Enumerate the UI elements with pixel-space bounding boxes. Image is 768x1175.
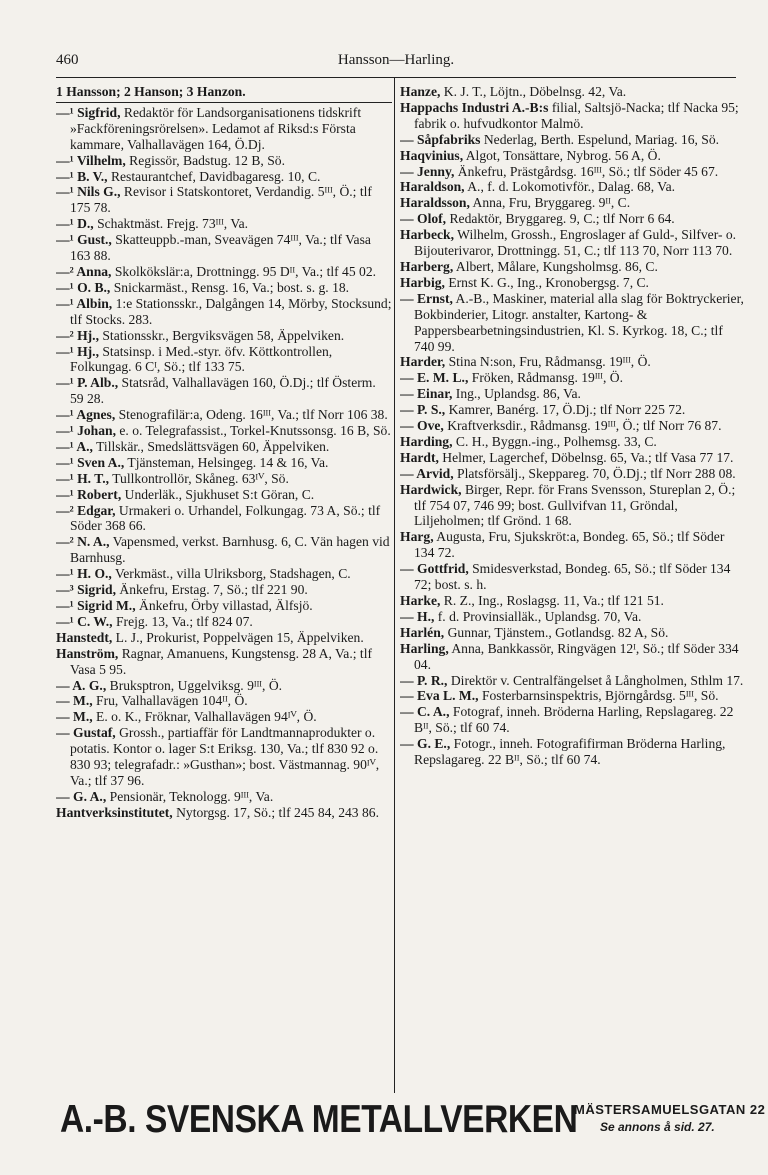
- directory-entry: [400, 259, 744, 275]
- directory-entry: [56, 487, 392, 503]
- entry-heading: — Einar,: [400, 386, 453, 402]
- directory-entry: [56, 375, 392, 407]
- directory-entry: [400, 704, 744, 736]
- ad-brand: A.-B. SVENSKA METALLVERKEN: [60, 1098, 578, 1141]
- entry-text: Helmer, Lagerchef, Döbelnsg. 65, Va.; tlf Vasa 77 17.: [438, 449, 734, 465]
- entry-heading: Harg,: [400, 529, 434, 545]
- directory-entry: [56, 232, 392, 264]
- entry-text: Frejg. 13, Va.; tlf 824 07.: [112, 613, 253, 629]
- entry-heading: Harke,: [400, 593, 441, 608]
- entry-heading: Harder,: [400, 354, 446, 370]
- directory-entry: [56, 614, 392, 630]
- entry-text: Fru, Valhallavägen 104ᴵᴵ, Ö.: [92, 693, 248, 709]
- entry-text: Änkefru, Erstag. 7, Sö.; tlf 221 90.: [115, 582, 308, 598]
- directory-entry: [400, 482, 744, 530]
- entry-heading: Hanström,: [56, 645, 119, 661]
- header-divider: [56, 77, 736, 78]
- directory-entry: [56, 439, 392, 455]
- entry-heading: —² Edgar,: [56, 502, 116, 518]
- entry-heading: — P. S.,: [400, 402, 446, 418]
- directory-entry: [56, 105, 392, 153]
- advertisement-banner: [60, 1098, 766, 1146]
- directory-entry: [400, 736, 744, 768]
- entry-heading: — Gustaf,: [56, 725, 116, 741]
- entry-text: Pensionär, Teknologg. 9ᴵᴵᴵ, Va.: [106, 788, 274, 804]
- entry-heading: — G. A.,: [56, 788, 107, 804]
- entry-heading: —¹ D.,: [56, 216, 94, 232]
- directory-entry: [56, 630, 392, 646]
- entry-heading: —¹ A.,: [56, 438, 93, 454]
- directory-entry: [400, 418, 744, 434]
- entry-text: Snickarmäst., Rensg. 16, Va.; bost. s. g. 18.: [110, 279, 350, 295]
- directory-entry: [400, 275, 744, 291]
- entry-heading: — Olof,: [400, 211, 447, 227]
- entry-text: Fröken, Rådmansg. 19ᴵᴵᴵ, Ö.: [468, 370, 624, 386]
- directory-entry: [400, 450, 744, 466]
- directory-entry: [56, 678, 392, 694]
- entry-text: Redaktör, Bryggareg. 9, C.; tlf Norr 6 64.: [446, 211, 675, 227]
- entry-text: L. J., Prokurist, Poppelvägen 15, Äppelviken.: [112, 629, 364, 645]
- ad-note: Se annons å sid. 27.: [600, 1120, 715, 1134]
- entry-text: Tillskär., Smedslättsvägen 60, Äppelviken.: [92, 438, 330, 454]
- entry-text: A., f. d. Lokomotivför., Dalag. 68, Va.: [464, 179, 676, 195]
- directory-entry: [400, 84, 744, 100]
- directory-entry: [56, 184, 392, 216]
- entry-text: Stina N:son, Fru, Rådmansg. 19ᴵᴵᴵ, Ö.: [445, 354, 651, 370]
- entry-text: Augusta, Fru, Sjukskröt:a, Bondeg. 65, Sö.; tlf Söder 134 72.: [414, 529, 725, 561]
- directory-entry: [400, 179, 744, 195]
- entry-heading: — P. R.,: [400, 672, 448, 688]
- entry-text: Skolkökslär:a, Drottningg. 95 Dᴵᴵ, Va.; tlf 45 02.: [111, 263, 377, 279]
- entry-heading: Hardwick,: [400, 481, 462, 497]
- entry-text: Verkmäst., villa Ulriksborg, Stadshagen, C.: [111, 566, 351, 582]
- entry-heading: Haraldson,: [400, 179, 465, 195]
- entry-heading: — M.,: [56, 709, 93, 725]
- entry-text: Underläk., Sjukhuset S:t Göran, C.: [121, 486, 315, 502]
- entry-heading: —¹ Agnes,: [56, 407, 116, 423]
- entry-heading: Harberg,: [400, 258, 454, 274]
- directory-entry: [56, 582, 392, 598]
- directory-entry: [400, 164, 744, 180]
- directory-entry: [400, 211, 744, 227]
- entry-heading: —² N. A.,: [56, 534, 110, 550]
- directory-entry: [56, 264, 392, 280]
- entry-text: Änkefru, Prästgårdsg. 16ᴵᴵᴵ, Sö.; tlf Söder 45 67.: [454, 163, 719, 179]
- directory-entry: [400, 386, 744, 402]
- entry-heading: Hanze,: [400, 84, 441, 99]
- entry-heading: — Gottfrid,: [400, 561, 469, 577]
- directory-entry: [56, 84, 392, 103]
- directory-entry: [400, 688, 744, 704]
- directory-entry: [56, 709, 392, 725]
- entry-text: Vapensmed, verkst. Barnhusg. 6, C. Vän hagen vid Barnhusg.: [70, 534, 390, 566]
- entry-text: Stationsskr., Bergviksvägen 58, Äppelviken.: [98, 327, 345, 343]
- right-column: [400, 84, 744, 1084]
- directory-entry: [56, 407, 392, 423]
- entry-text: Regissör, Badstug. 12 B, Sö.: [125, 152, 285, 168]
- entry-heading: —¹ Johan,: [56, 423, 116, 439]
- entry-text: Grossh., partiaffär för Landtmannaprodukter o. potatis. Kontor o. lager S:t Eriksg. 130, Va.; tlf 830 92 o. 830 93; telegrafadr.: »Gusthan»; bost. Västmannag. 90ᴵⱽ, Va.; tlf 37 96.: [70, 725, 380, 788]
- entry-text: Nederlag, Berth. Espelund, Mariag. 16, Sö.: [480, 131, 720, 147]
- entry-text: Fotogr., inneh. Fotografifirman Bröderna Harling, Repslagareg. 22 Bᴵᴵ, Sö.; tlf 60 74.: [414, 736, 726, 768]
- directory-entry: [56, 646, 392, 678]
- entry-heading: — G. E.,: [400, 736, 451, 752]
- entry-heading: — Såpfabriks: [400, 131, 481, 147]
- left-column: [56, 84, 392, 1084]
- entry-heading: —¹ H. T.,: [56, 470, 110, 486]
- entry-heading: Harlén,: [400, 624, 445, 640]
- entry-heading: —¹ Albin,: [56, 295, 113, 311]
- entry-text: A.-B., Maskiner, material alla slag för Boktryckerier, Bokbinderier, Litogr. anstalter, Kartong- & Pappersbearbetningsindustrien, Kl. S. Kyrkog. 18, C.; tlf 740 99.: [414, 290, 744, 354]
- entry-text: K. J. T., Löjtn., Döbelnsg. 42, Va.: [440, 84, 627, 99]
- entry-heading: 1 Hansson; 2 Hanson; 3 Hanzon.: [56, 84, 246, 99]
- entry-text: Wilhelm, Grossh., Engroslager af Guld-, Silfver- o. Bijouterivaror, Drottningg. 51, C.; tlf 113 70, Norr 113 70.: [414, 227, 737, 259]
- entry-heading: Haqvinius,: [400, 147, 464, 163]
- entry-text: f. d. Provinsialläk., Uplandsg. 70, Va.: [434, 608, 642, 624]
- directory-entry: [56, 789, 392, 805]
- entry-heading: —¹ C. W.,: [56, 613, 113, 629]
- page-header: [56, 52, 736, 74]
- entry-heading: — M.,: [56, 693, 93, 709]
- directory-entry: [56, 216, 392, 232]
- ad-address: MÄSTERSAMUELSGATAN 22: [574, 1102, 766, 1117]
- entry-text: Fosterbarnsinspektris, Björngårdsg. 5ᴵᴵᴵ, Sö.: [478, 688, 719, 704]
- entry-heading: Harling,: [400, 640, 449, 656]
- entry-text: Skatteuppb.-man, Sveavägen 74ᴵᴵᴵ, Va.; tlf Vasa 163 88.: [70, 232, 371, 264]
- entry-heading: Hanstedt,: [56, 629, 113, 645]
- directory-entry: [400, 370, 744, 386]
- entry-text: C. H., Byggn.-ing., Polhemsg. 33, C.: [452, 433, 657, 449]
- entry-heading: —¹ Nils G.,: [56, 184, 121, 200]
- entry-heading: —¹ P. Alb.,: [56, 375, 119, 391]
- entry-heading: —² Hj.,: [56, 327, 99, 343]
- entry-heading: —¹ Vilhelm,: [56, 152, 126, 168]
- entry-text: Tullkontrollör, Skåneg. 63ᴵⱽ, Sö.: [109, 470, 289, 486]
- entry-heading: —¹ Sven A.,: [56, 454, 125, 470]
- entry-heading: — H.,: [400, 608, 435, 624]
- entry-text: Ragnar, Amanuens, Kungstensg. 28 A, Va.; tlf Vasa 5 95.: [70, 645, 372, 677]
- entry-text: Redaktör för Landsorganisationens tidskrift »Fackföreningsrörelsen». Ledamot af Riksd:s Första kammare, Valhallavägen 164, Ö.Dj.: [70, 104, 362, 152]
- directory-entry: [400, 434, 744, 450]
- entry-text: Anna, Fru, Bryggareg. 9ᴵᴵ, C.: [469, 195, 631, 211]
- entry-heading: Harbig,: [400, 274, 445, 290]
- entry-heading: Hantverksinstitutet,: [56, 804, 173, 820]
- entry-text: Schaktmäst. Frejg. 73ᴵᴵᴵ, Va.: [93, 216, 249, 232]
- directory-entry: [400, 291, 744, 355]
- entry-text: Algot, Tonsättare, Nybrog. 56 A, Ö.: [463, 147, 661, 163]
- directory-entry: [400, 609, 744, 625]
- entry-text: 1:e Stationsskr., Dalgången 14, Mörby, Stocksund; tlf Stocks. 283.: [70, 295, 392, 327]
- entry-text: Revisor i Statskontoret, Verdandig. 5ᴵᴵᴵ, Ö.; tlf 175 78.: [70, 184, 372, 216]
- column-divider: [394, 78, 395, 1093]
- directory-entry: [400, 354, 744, 370]
- directory-entry: [400, 529, 744, 561]
- entry-text: filial, Saltsjö-Nacka; tlf Nacka 95; fabrik o. hufvudkontor Malmö.: [414, 99, 739, 131]
- directory-entry: [56, 344, 392, 376]
- directory-entry: [56, 296, 392, 328]
- entry-text: Statsinsp. i Med.-styr. öfv. Köttkontrollen, Folkungag. 6 Cᴵ, Sö.; tlf 133 75.: [70, 343, 333, 375]
- directory-entry: [56, 455, 392, 471]
- entry-text: Kamrer, Banérg. 17, Ö.Dj.; tlf Norr 225 72.: [445, 402, 686, 418]
- directory-entry: [56, 566, 392, 582]
- entry-text: Restaurantchef, Davidbagaresg. 10, C.: [107, 168, 321, 184]
- entry-heading: Happachs Industri A.-B:s: [400, 99, 549, 115]
- entry-heading: — Eva L. M.,: [400, 688, 479, 704]
- entry-heading: —¹ Sigfrid,: [56, 104, 121, 120]
- entry-text: Urmakeri o. Urhandel, Folkungag. 73 A, Sö.; tlf Söder 368 66.: [70, 502, 381, 534]
- entry-heading: Hardt,: [400, 449, 439, 465]
- entry-heading: — E. M. L.,: [400, 370, 469, 386]
- entry-text: Tjänsteman, Helsingeg. 14 & 16, Va.: [124, 454, 329, 470]
- directory-entry: [56, 534, 392, 566]
- entry-heading: —¹ Gust.,: [56, 232, 112, 248]
- entry-text: Gunnar, Tjänstem., Gotlandsg. 82 A, Sö.: [444, 624, 669, 640]
- entry-heading: — Ove,: [400, 418, 444, 434]
- entry-heading: Haraldsson,: [400, 195, 470, 211]
- entry-heading: —¹ B. V.,: [56, 168, 108, 184]
- entry-heading: —³ Sigrid,: [56, 582, 116, 598]
- entry-text: Birger, Repr. för Frans Svensson, Stureplan 2, Ö.; tlf 754 07, 746 99; bost. Gullvifvan 11, Gröndal, Liljeholmen; tlf Grönd. 1 68.: [414, 481, 736, 529]
- directory-entry: [400, 593, 744, 609]
- entry-heading: — Arvid,: [400, 465, 454, 481]
- directory-entry: [400, 227, 744, 259]
- entry-heading: — Jenny,: [400, 163, 455, 179]
- running-head: Hansson—Harling.: [337, 52, 455, 68]
- directory-entry: [56, 725, 392, 789]
- entry-text: Ernst K. G., Ing., Kronobergsg. 7, C.: [444, 274, 649, 290]
- entry-text: Statsråd, Valhallavägen 160, Ö.Dj.; tlf Österm. 59 28.: [70, 375, 376, 407]
- directory-entry: [56, 153, 392, 169]
- directory-entry: [56, 423, 392, 439]
- entry-text: Stenografilär:a, Odeng. 16ᴵᴵᴵ, Va.; tlf Norr 106 38.: [115, 407, 388, 423]
- entry-heading: — A. G.,: [56, 677, 107, 693]
- directory-entry: [400, 625, 744, 641]
- directory-entry: [400, 148, 744, 164]
- directory-entry: [56, 280, 392, 296]
- entry-text: Platsförsälj., Skeppareg. 70, Ö.Dj.; tlf Norr 288 08.: [453, 465, 736, 481]
- directory-entry: [400, 402, 744, 418]
- entry-text: Änkefru, Örby villastad, Älfsjö.: [135, 598, 313, 613]
- directory-entry: [56, 693, 392, 709]
- directory-entry: [56, 503, 392, 535]
- entry-heading: —¹ Sigrid M.,: [56, 598, 136, 613]
- entry-text: Albert, Målare, Kungsholmsg. 86, C.: [453, 258, 658, 274]
- entry-heading: —¹ Robert,: [56, 486, 122, 502]
- directory-entry: [56, 471, 392, 487]
- page-number: 460: [56, 52, 79, 68]
- directory-entry: [56, 598, 392, 614]
- directory-entry: [400, 641, 744, 673]
- entry-text: Smidesverkstad, Bondeg. 65, Sö.; tlf Söder 134 72; bost. s. h.: [414, 561, 731, 593]
- directory-entry: [400, 195, 744, 211]
- entry-text: Kraftverksdir., Rådmansg. 19ᴵᴵᴵ, Ö.; tlf Norr 76 87.: [443, 418, 722, 434]
- entry-text: e. o. Telegrafassist., Torkel-Knutssonsg. 16 B, Sö.: [115, 423, 391, 439]
- entry-text: Nytorgsg. 17, Sö.; tlf 245 84, 243 86.: [172, 804, 379, 820]
- entry-text: Direktör v. Centralfängelset å Långholmen, Sthlm 17.: [447, 672, 744, 688]
- directory-entry: [56, 328, 392, 344]
- entry-heading: Harbeck,: [400, 227, 454, 243]
- entry-text: E. o. K., Fröknar, Valhallavägen 94ᴵⱽ, Ö.: [92, 709, 317, 725]
- entry-heading: Harding,: [400, 433, 453, 449]
- entry-text: Ing., Uplandsg. 86, Va.: [452, 386, 581, 402]
- entry-heading: —² Anna,: [56, 263, 112, 279]
- directory-entry: [56, 805, 392, 821]
- directory-entry: [400, 561, 744, 593]
- entry-heading: —¹ O. B.,: [56, 279, 111, 295]
- entry-text: Fotograf, inneh. Bröderna Harling, Repslagareg. 22 Bᴵᴵ, Sö.; tlf 60 74.: [414, 704, 734, 736]
- directory-entry: [400, 673, 744, 689]
- directory-entry: [400, 466, 744, 482]
- entry-heading: —¹ Hj.,: [56, 343, 99, 359]
- entry-heading: —¹ H. O.,: [56, 566, 112, 582]
- entry-heading: — Ernst,: [400, 290, 453, 306]
- entry-text: Bruksptron, Uggelviksg. 9ᴵᴵᴵ, Ö.: [106, 677, 283, 693]
- entry-heading: — C. A.,: [400, 704, 450, 720]
- entry-text: Anna, Bankkassör, Ringvägen 12ᴵ, Sö.; tlf Söder 334 04.: [414, 640, 739, 672]
- directory-entry: [400, 100, 744, 132]
- entry-text: R. Z., Ing., Roslagsg. 11, Va.; tlf 121 51.: [440, 593, 664, 608]
- directory-entry: [56, 169, 392, 185]
- directory-entry: [400, 132, 744, 148]
